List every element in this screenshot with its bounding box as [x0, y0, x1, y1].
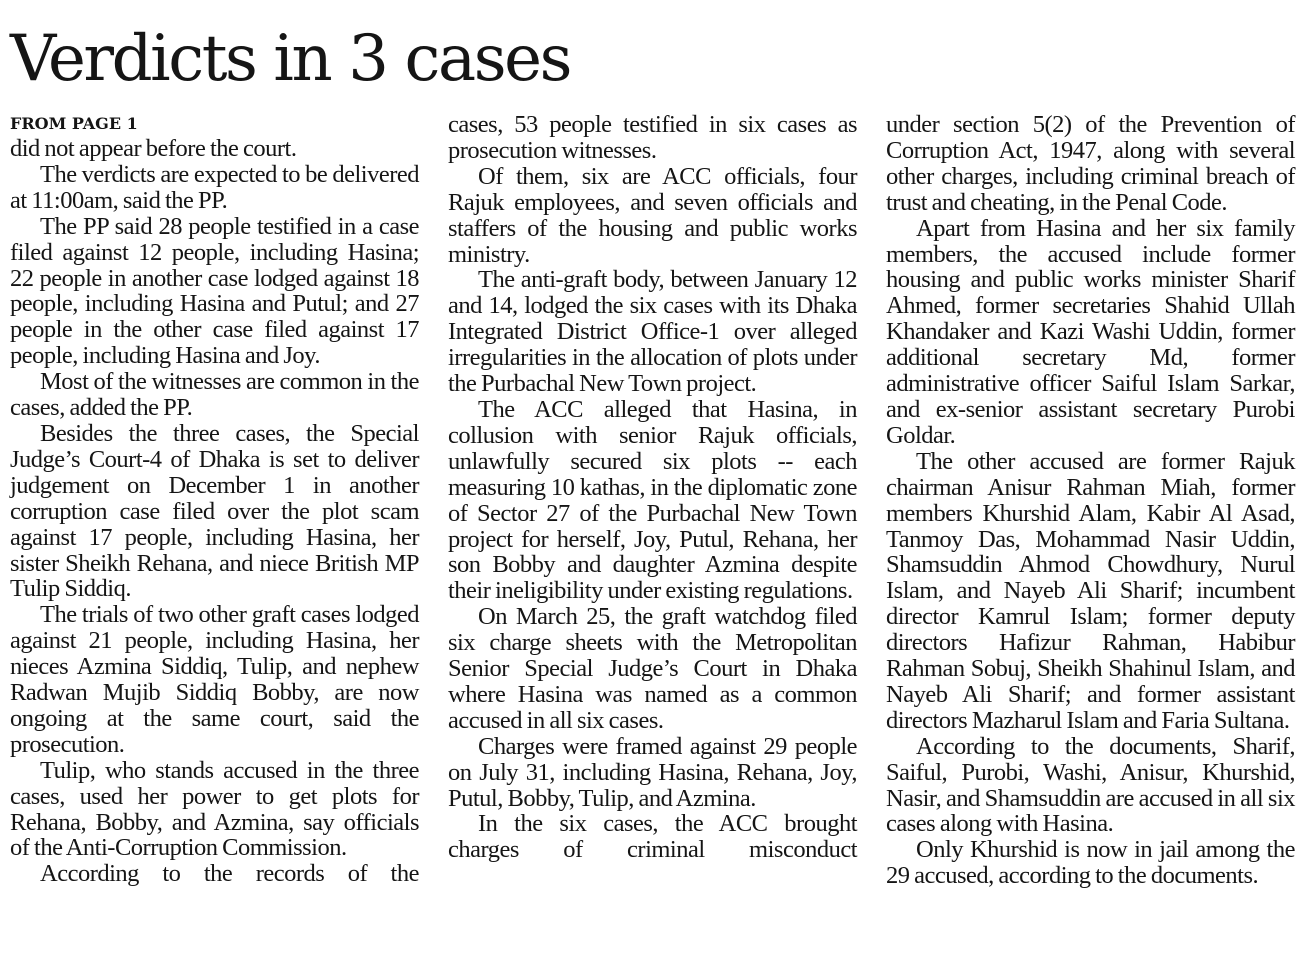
- paragraph: The trials of two other graft cases lodged against 21 people, including Hasina, her nieces Azmina Siddiq, Tulip, and nephew Radwan Mujib Siddiq Bobby, are now ongoing at the same court, said the prosecution.: [10, 601, 419, 758]
- paragraph: Of them, six are ACC officials, four Rajuk employees, and seven officials and staffers of the housing and public works ministry.: [448, 162, 857, 268]
- paragraph: Tulip, who stands accused in the three cases, used her power to get plots for Rehana, Bobby, and Azmina, say officials of the Anti-Corruption Commission.: [10, 756, 419, 862]
- paragraph: On March 25, the graft watchdog filed six charge sheets with the Metropolitan Senior Special Judge’s Court in Dhaka where Hasina was named as a common accused in all six cases.: [448, 603, 857, 734]
- paragraph: Apart from Hasina and her six family members, the accused include former housing and public works minister Sharif Ahmed, former secretaries Shahid Ullah Khandaker and Kazi Washi Uddin, former additional secretary Md, former administrative officer Saiful Islam Sarkar, and ex-senior assistant secretary Purobi Goldar.: [886, 214, 1295, 449]
- paragraph: The anti-graft body, between January 12 and 14, lodged the six cases with its Dhaka Integrated District Office-1 over alleged irregularities in the allocation of plots under the Purbachal New Town project.: [448, 266, 857, 398]
- paragraph-continued: According to the records of the: [40, 860, 419, 888]
- paragraph-continued: In the six cases, the ACC brought charges of criminal misconduct: [448, 810, 857, 864]
- page-jump-kicker: FROM PAGE 1: [10, 114, 138, 133]
- paragraph-continuation: cases, 53 people testified in six cases as prosecution witnesses.: [448, 111, 857, 164]
- paragraph: did not appear before the court.: [10, 135, 297, 162]
- paragraph: The other accused are former Rajuk chairman Anisur Rahman Miah, former members Khurshid Alam, Kabir Al Asad, Tanmoy Das, Mohammad Nasir Uddin, Shamsuddin Ahmod Chowdhury, Nurul Islam, and Nayeb Ali Sharif; incumbent director Kamrul Islam; former deputy directors Hafizur Rahman, Habibur Rahman Sobuj, Sheikh Shahinul Islam, and Nayeb Ali Sharif; and former assistant directors Mazharul Islam and Faria Sultana.: [886, 447, 1295, 734]
- paragraph-continuation: under section 5(2) of the Prevention of Corruption Act, 1947, along with several other charges, including criminal breach of trust and cheating, in the Penal Code.: [886, 111, 1295, 216]
- paragraph: The ACC alleged that Hasina, in collusion with senior Rajuk officials, unlawfully secured six plots -- each measuring 10 kathas, in the diplomatic zone of Sector 27 of the Purbachal New Town project for herself, Joy, Putul, Rehana, her son Bobby and daughter Azmina despite their ineligibility under existing regulations.: [448, 395, 857, 605]
- paragraph: Only Khurshid is now in jail among the 29 accused, according to the documents.: [886, 836, 1295, 890]
- paragraph: According to the documents, Sharif, Saiful, Purobi, Washi, Anisur, Khurshid, Nasir, and Shamsuddin are accused in all six cases along with Hasina.: [886, 732, 1295, 838]
- column-2: [448, 112, 857, 863]
- paragraph: The verdicts are expected to be delivered at 11:00am, said the PP.: [10, 160, 419, 214]
- column-3: [886, 112, 1295, 889]
- paragraph: Most of the witnesses are common in the cases, added the PP.: [10, 368, 419, 422]
- paragraph: Charges were framed against 29 people on July 31, including Hasina, Rehana, Joy, Putul, Bobby, Tulip, and Azmina.: [448, 732, 857, 812]
- paragraph: Besides the three cases, the Special Judge’s Court-4 of Dhaka is set to deliver judgement on December 1 in another corruption case filed over the plot scam against 17 people, including Hasina, her sister Sheikh Rehana, and niece British MP Tulip Siddiq.: [10, 419, 419, 603]
- paragraph: The PP said 28 people testified in a case filed against 12 people, including Hasina; 22 people in another case lodged against 18 people, including Hasina and Putul; and 27 people in the other case filed against 17 people, including Hasina and Joy.: [10, 212, 419, 370]
- headline: Verdicts in 3 cases: [10, 22, 571, 96]
- column-1: [10, 112, 419, 887]
